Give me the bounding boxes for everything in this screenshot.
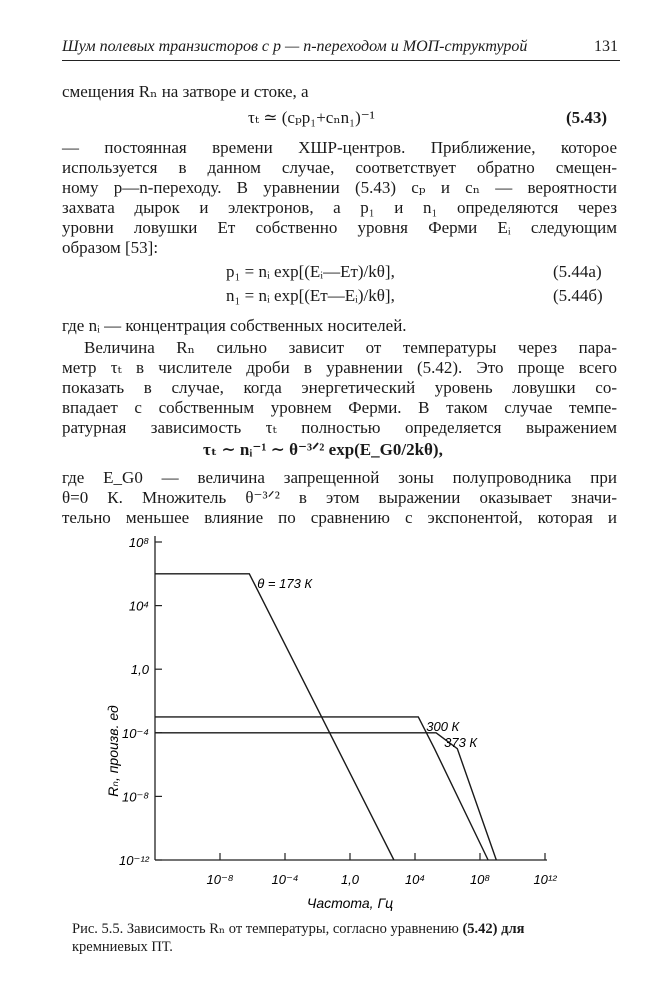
series-label: 300 К [426,718,460,734]
text-line: θ=0 К. Множитель θ⁻³ᐟ² в этом выражении оказывает значи- [62,488,617,507]
series-label: θ = 173 К [257,575,313,591]
y-axis-label: Rₙ, произв. ед [105,705,121,797]
y-tick-label: 10⁻⁴ [122,725,149,741]
page-number: 131 [594,38,618,55]
y-tick-label: 1,0 [130,662,149,678]
text-line: где E_G0 — величина запрещенной зоны полупроводника при [62,468,617,487]
series-label: 373 К [444,734,478,750]
equation-number: (5.44б) [553,286,603,305]
text-line: смещения Rₙ на затворе и стоке, а [62,82,309,101]
series-line-2 [155,717,488,860]
x-tick-label: 1,0 [340,872,360,887]
text-line: Величина Rₙ сильно зависит от температуры через пара- [84,338,617,357]
chart-series [155,574,496,860]
equation-number: (5.44а) [553,262,602,281]
equation-5-44a: p₁ = nᵢ exp[(Eᵢ—Eᴛ)/kθ], [226,262,395,281]
equation-number: (5.43) [566,108,608,127]
running-title: Шум полевых транзисторов с p — n-переходом и МОП-структурой [62,38,528,55]
equation-5-43: τₜ ≃ (cₚp₁+cₙn₁)⁻¹ [248,108,375,127]
caption-text: Зависимость Rₙ от температуры, согласно уравнению [123,921,459,937]
chart-axes [155,536,547,860]
x-tick-label: 10⁻⁴ [271,872,299,887]
text-line: — постоянная времени ХШР-центров. Приближение, которое [62,138,617,157]
x-axis-label: Частота, Гц [306,895,394,911]
text-line: где nᵢ — концентрация собственных носителей. [62,316,407,335]
x-tick-label: 10⁸ [469,872,491,887]
text-line: захвата дырок и электронов, а p₁ и n₁ определяются через [62,198,617,217]
equation-5-45: τₜ ∼ nᵢ⁻¹ ∼ θ⁻³ᐟ² exp(E_G0/2kθ), [203,440,443,459]
y-tick-label: 10⁻⁸ [122,789,149,805]
y-tick-label: 10⁴ [128,598,149,614]
chart-labels [105,535,557,911]
equation-5-44b: n₁ = nᵢ exp[(Eᴛ—Eᵢ)/kθ], [226,286,395,305]
text-line: показать в случае, когда энергетический уровень ловушки со- [62,378,617,397]
figure-caption [72,920,617,956]
x-tick-label: 10⁴ [404,872,426,887]
text-line: ратурная зависимость τₜ полностью определяется выражением [62,418,617,437]
text-line: впадает с собственным уровнем Ферми. В таком случае темпе- [62,398,617,417]
text-line: тельно меньшее влияние по сравнению с экспонентой, которая и [62,508,617,527]
text-line: используется в данном случае, соответствует обратно смещен- [62,158,617,177]
y-tick-label: 10⁻¹² [119,853,149,868]
text-line: ному p—n-переходу. В уравнении (5.43) cₚ и cₙ — вероятности [62,178,617,197]
figure-5-5-chart [0,520,660,920]
y-tick-label: 10⁸ [128,535,149,550]
text-line: метр τₜ в числителе дроби в уравнении (5.42). Это проще всего [62,358,617,377]
caption-prefix: Рис. 5.5. [72,921,124,937]
text-line: уровни ловушки Eᴛ собственно уровня Ферми Eᵢ следующим [62,218,617,237]
x-tick-label: 10⁻⁸ [206,872,234,887]
running-header [62,38,620,61]
caption-ref: (5.42) для [458,921,525,937]
caption-tail: кремниевых ПТ. [72,939,173,955]
text-line: образом [53]: [62,238,159,257]
x-tick-label: 10¹² [533,872,557,887]
series-line-3 [155,733,496,860]
